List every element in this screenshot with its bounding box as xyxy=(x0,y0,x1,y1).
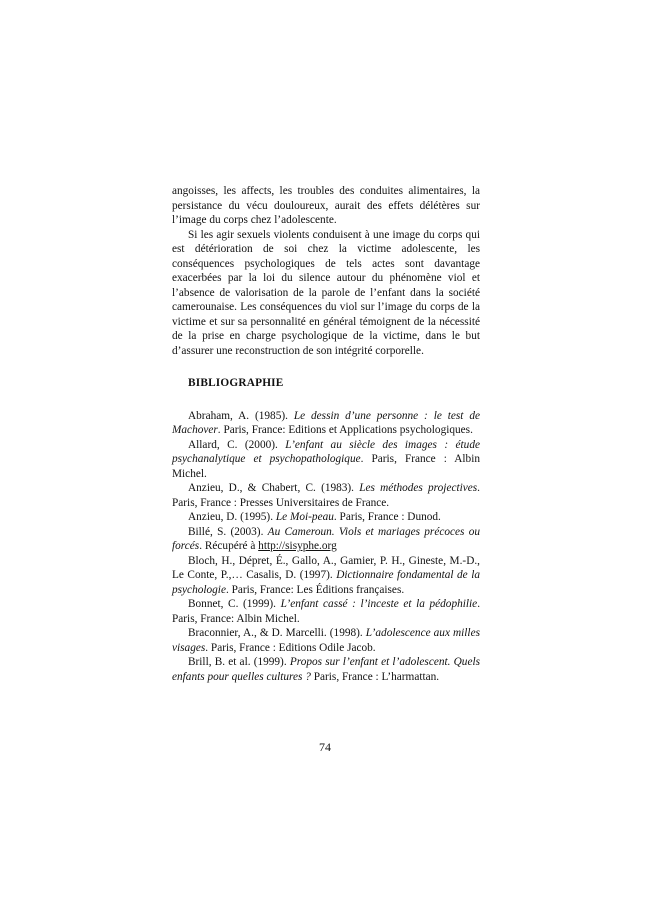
reference-title: Les méthodes projectives xyxy=(359,482,478,494)
reference-entry: Anzieu, D. (1995). Le Moi-peau. Paris, France : Dunod. xyxy=(188,511,441,523)
reference-entry: Bloch, H., Dépret, É., Gallo, A., Gamier, P. H., Gineste, M.-D., Le Conte, P.,… Casalis, D. (1997). Dictionnaire fondamental de la psychologie. Paris, France: Les Éditions françaises. xyxy=(172,554,480,596)
reference-title: Le dessin d’une personne : le test de Machover xyxy=(172,409,480,436)
body-paragraph: angoisses, les affects, les troubles des conduites alimentaires, la persistance du vécu douloureux, aurait des effets délétères sur l’image du corps chez l’adolescente. xyxy=(172,185,480,226)
reference-entry: Abraham, A. (1985). Le dessin d’une personne : le test de Machover. Paris, France: Editions et Applications psychologiques. xyxy=(172,409,480,436)
reference-entry: Brill, B. et al. (1999). Propos sur l’enfant et l’adolescent. Quels enfants pour quelles cultures ? Paris, France : L’harmattan. xyxy=(172,656,480,683)
page-number: 74 xyxy=(319,740,331,754)
reference-entry: Bonnet, C. (1999). L’enfant cassé : l’inceste et la pédophilie. Paris, France: Albin Michel. xyxy=(172,598,481,625)
reference-title: L’adolescence aux milles visages xyxy=(172,627,480,654)
body-paragraph: Si les agir sexuels violents conduisent à une image du corps qui est détérioration de soi chez la victime adolescente, les conséquences psychologiques de tels actes sont davantage exacerbées par la loi du silence autour du phénomène viol et l’absence de valorisation de la parole de l’enfant dans la société camerounaise. Les conséquences du viol sur l’image du corps de la victime et sur sa personnalité en général témoignent de la nécessité de la prise en charge psychologique de la victime, dans le but d’assurer une reconstruction de son intégrité corporelle. xyxy=(172,228,480,357)
reference-entry: Braconnier, A., & D. Marcelli. (1998). L’adolescence aux milles visages. Paris, France : Editions Odile Jacob. xyxy=(172,627,480,654)
reference-title: L’enfant cassé : l’inceste et la pédophilie xyxy=(280,598,478,610)
page-text xyxy=(172,184,480,684)
reference-title: L’enfant au siècle des images : étude psychanalytique et psychopathologique xyxy=(172,438,480,465)
reference-entry: Allard, C. (2000). L’enfant au siècle des images : étude psychanalytique et psychopathologique. Paris, France : Albin Michel. xyxy=(172,438,480,480)
reference-title: Dictionnaire fondamental de la psychologie xyxy=(172,569,480,596)
reference-entry: Anzieu, D., & Chabert, C. (1983). Les méthodes projectives. Paris, France : Presses Universitaires de France. xyxy=(172,482,480,509)
reference-title: Propos sur l’enfant et l’adolescent. Quels enfants pour quelles cultures ? xyxy=(172,656,480,683)
reference-entry: Billé, S. (2003). Au Cameroun. Viols et mariages précoces ou forcés. Récupéré à http://sisyphe.org xyxy=(172,525,481,552)
bibliography-heading: BIBLIOGRAPHIE xyxy=(188,377,284,389)
reference-link[interactable]: http://sisyphe.org xyxy=(258,540,337,552)
reference-title: Au Cameroun. Viols et mariages précoces ou forcés xyxy=(172,525,481,552)
reference-title: Le Moi-peau xyxy=(275,511,334,523)
